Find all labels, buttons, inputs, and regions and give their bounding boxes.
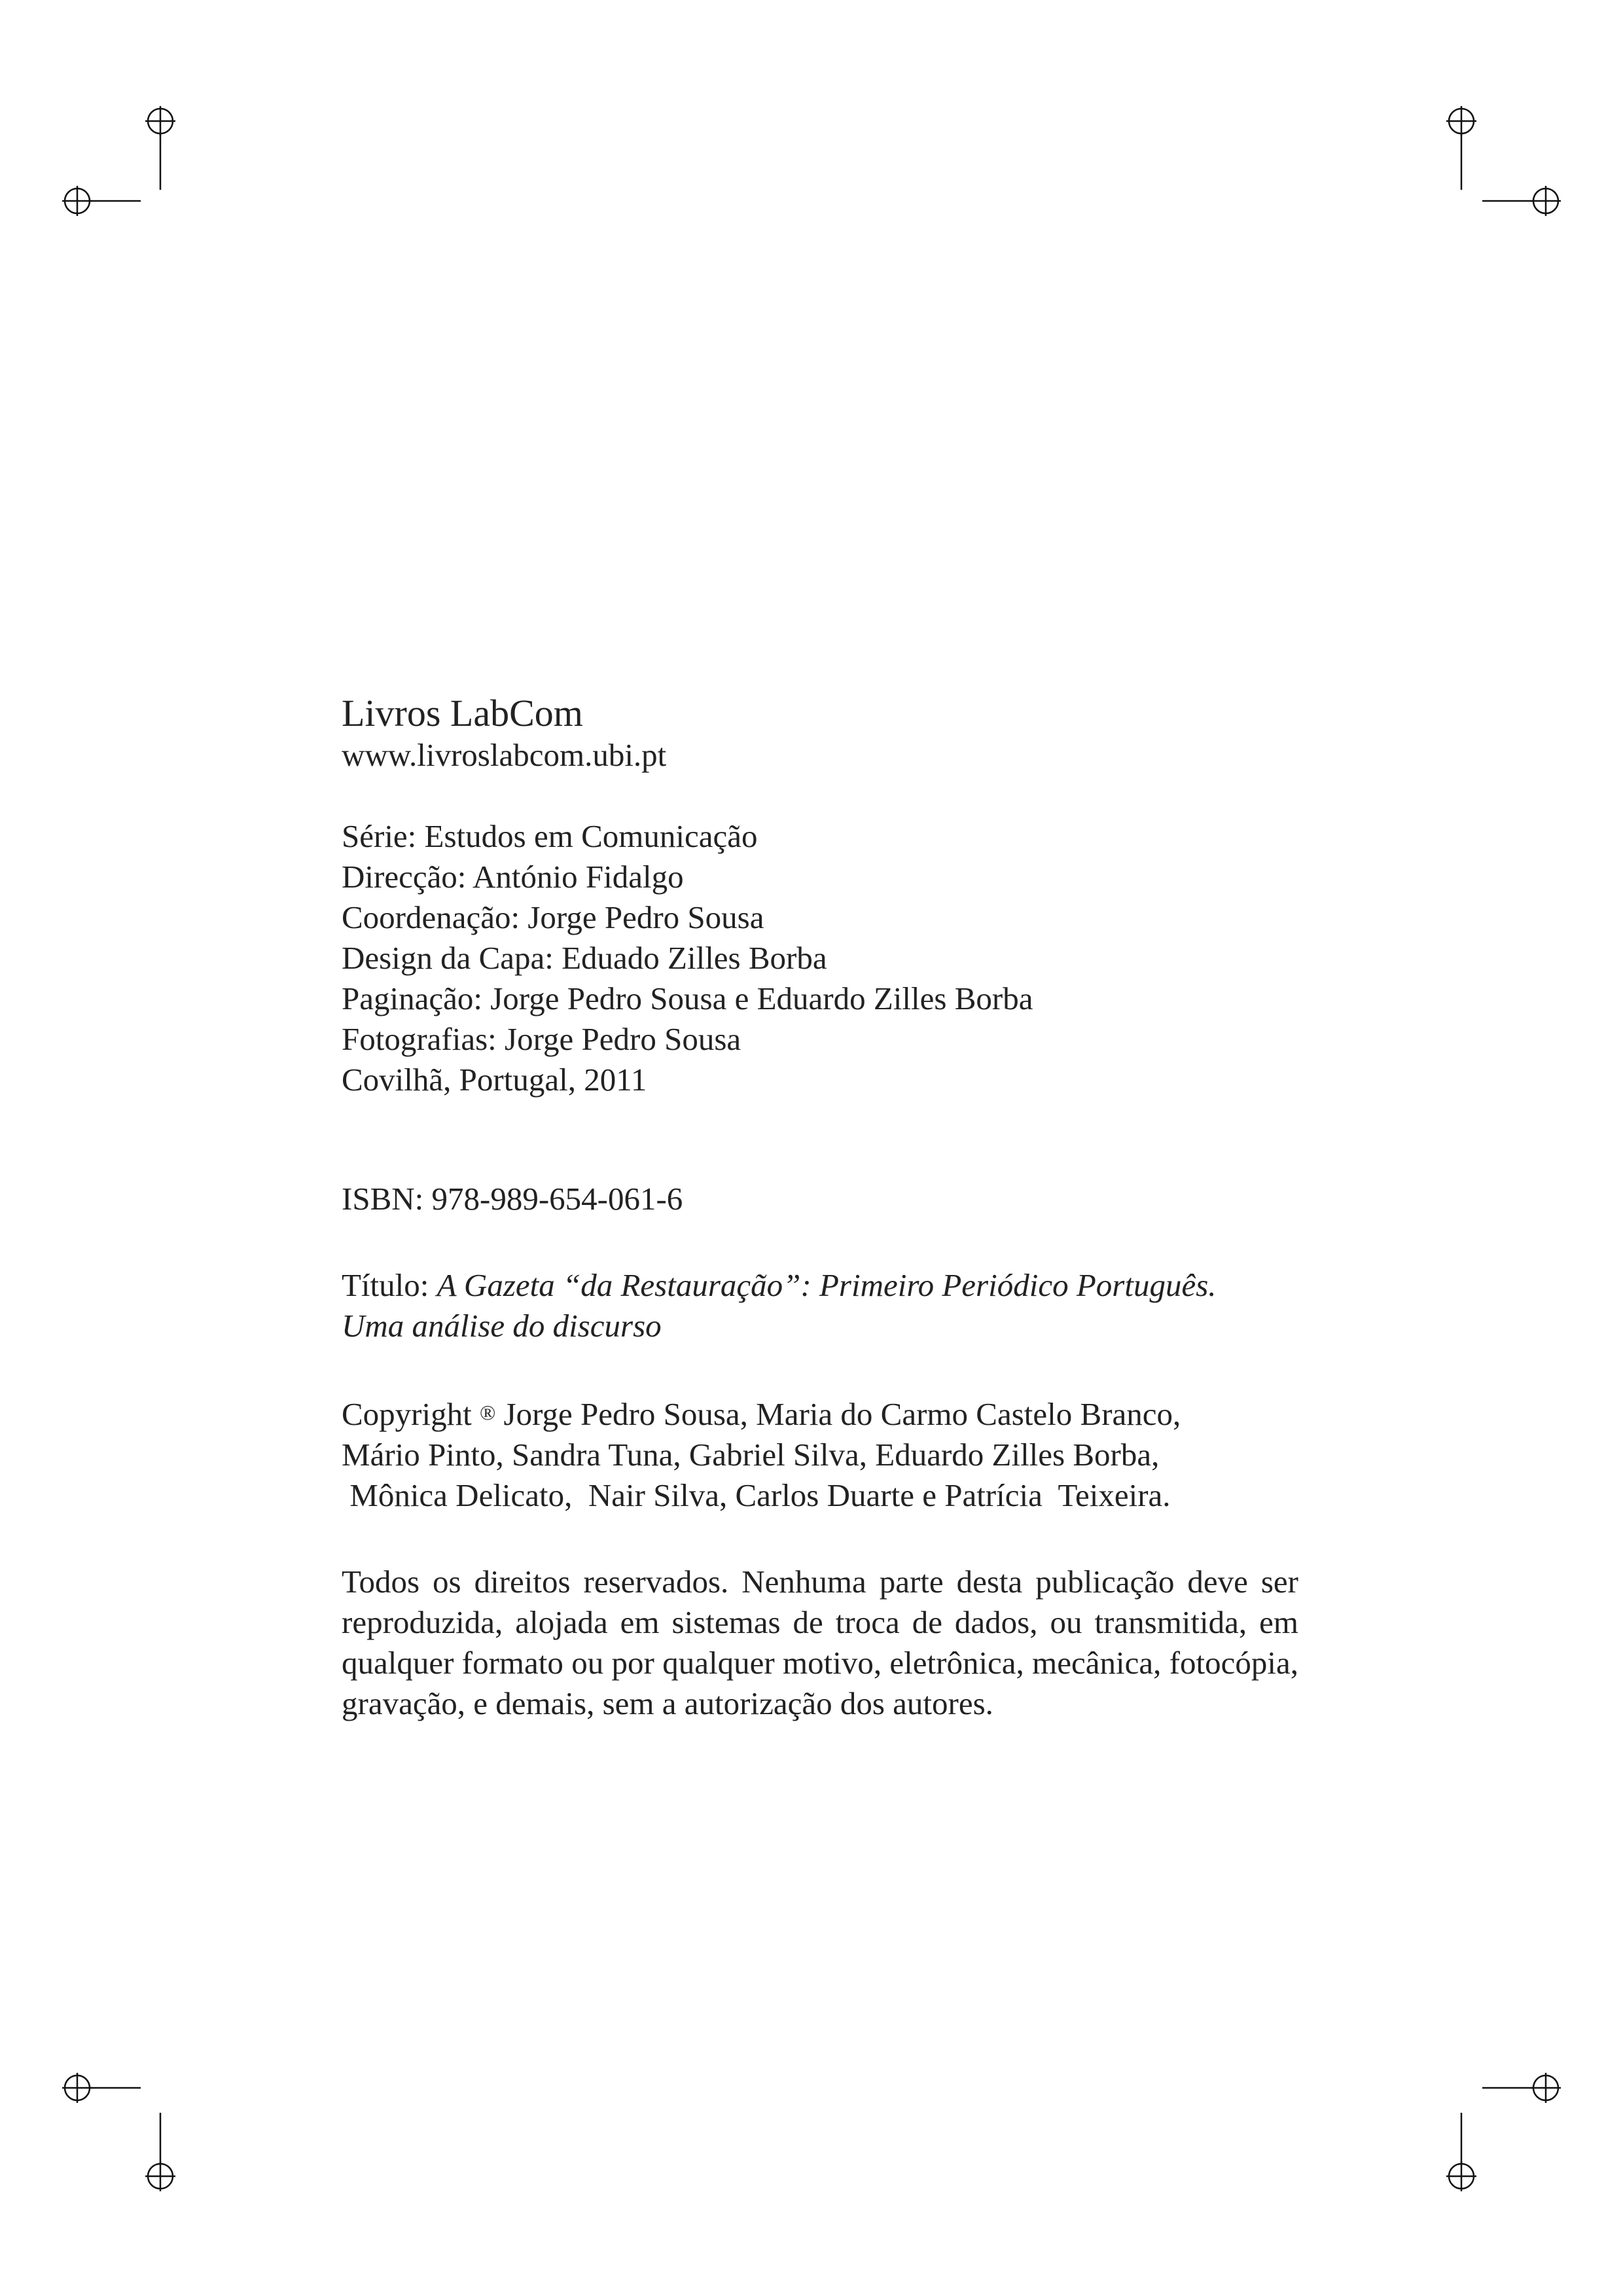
copyright-block: [342, 1392, 1298, 1516]
credits-list: [342, 816, 1298, 1100]
credit-cover-design: Design da Capa: Eduado Zilles Borba: [342, 940, 827, 976]
credit-coordination: Coordenação: Jorge Pedro Sousa: [342, 899, 764, 935]
registration-mark-top-right-icon: [1446, 106, 1561, 216]
title-label: Título:: [342, 1267, 437, 1303]
imprint-block: [342, 691, 1298, 1724]
credit-direction: Direcção: António Fidalgo: [342, 859, 684, 895]
registration-mark-bottom-left-icon: [62, 2073, 175, 2191]
credit-series: Série: Estudos em Comunicação: [342, 818, 758, 854]
copyright-label: Copyright: [342, 1396, 480, 1432]
credit-place-year: Covilhã, Portugal, 2011: [342, 1062, 647, 1098]
copyright-line-3: Mônica Delicato, Nair Silva, Carlos Duarte e Patrícia Teixeira.: [342, 1477, 1171, 1513]
isbn: ISBN: 978-989-654-061-6: [342, 1181, 683, 1217]
registered-symbol: ®: [479, 1401, 496, 1424]
rights-notice: Todos os direitos reservados. Nenhuma parte desta publicação deve ser reproduzida, alojada em sistemas de troca de dados, ou transmitida, em qualquer formato ou por qualquer motivo, eletrônica, mecânica, fotocópia, gravação, e demais, sem a autorização dos autores.: [342, 1564, 1298, 1721]
registration-mark-top-left-icon: [62, 106, 175, 216]
registration-mark-bottom-right-icon: [1446, 2073, 1561, 2191]
copyright-line-2: Mário Pinto, Sandra Tuna, Gabriel Silva, Eduardo Zilles Borba,: [342, 1437, 1160, 1473]
title-line-2: Uma análise do discurso: [342, 1308, 662, 1344]
publisher-name: Livros LabCom: [342, 692, 583, 734]
title-block: [342, 1265, 1298, 1346]
title-line-1: A Gazeta “da Restauração”: Primeiro Periódico Português.: [437, 1267, 1217, 1303]
publisher-url: www.livroslabcom.ubi.pt: [342, 737, 667, 773]
copyright-line-1: Jorge Pedro Sousa, Maria do Carmo Castelo Branco,: [495, 1396, 1181, 1432]
credit-photography: Fotografias: Jorge Pedro Sousa: [342, 1021, 741, 1057]
credit-pagination: Paginação: Jorge Pedro Sousa e Eduardo Zilles Borba: [342, 980, 1033, 1016]
